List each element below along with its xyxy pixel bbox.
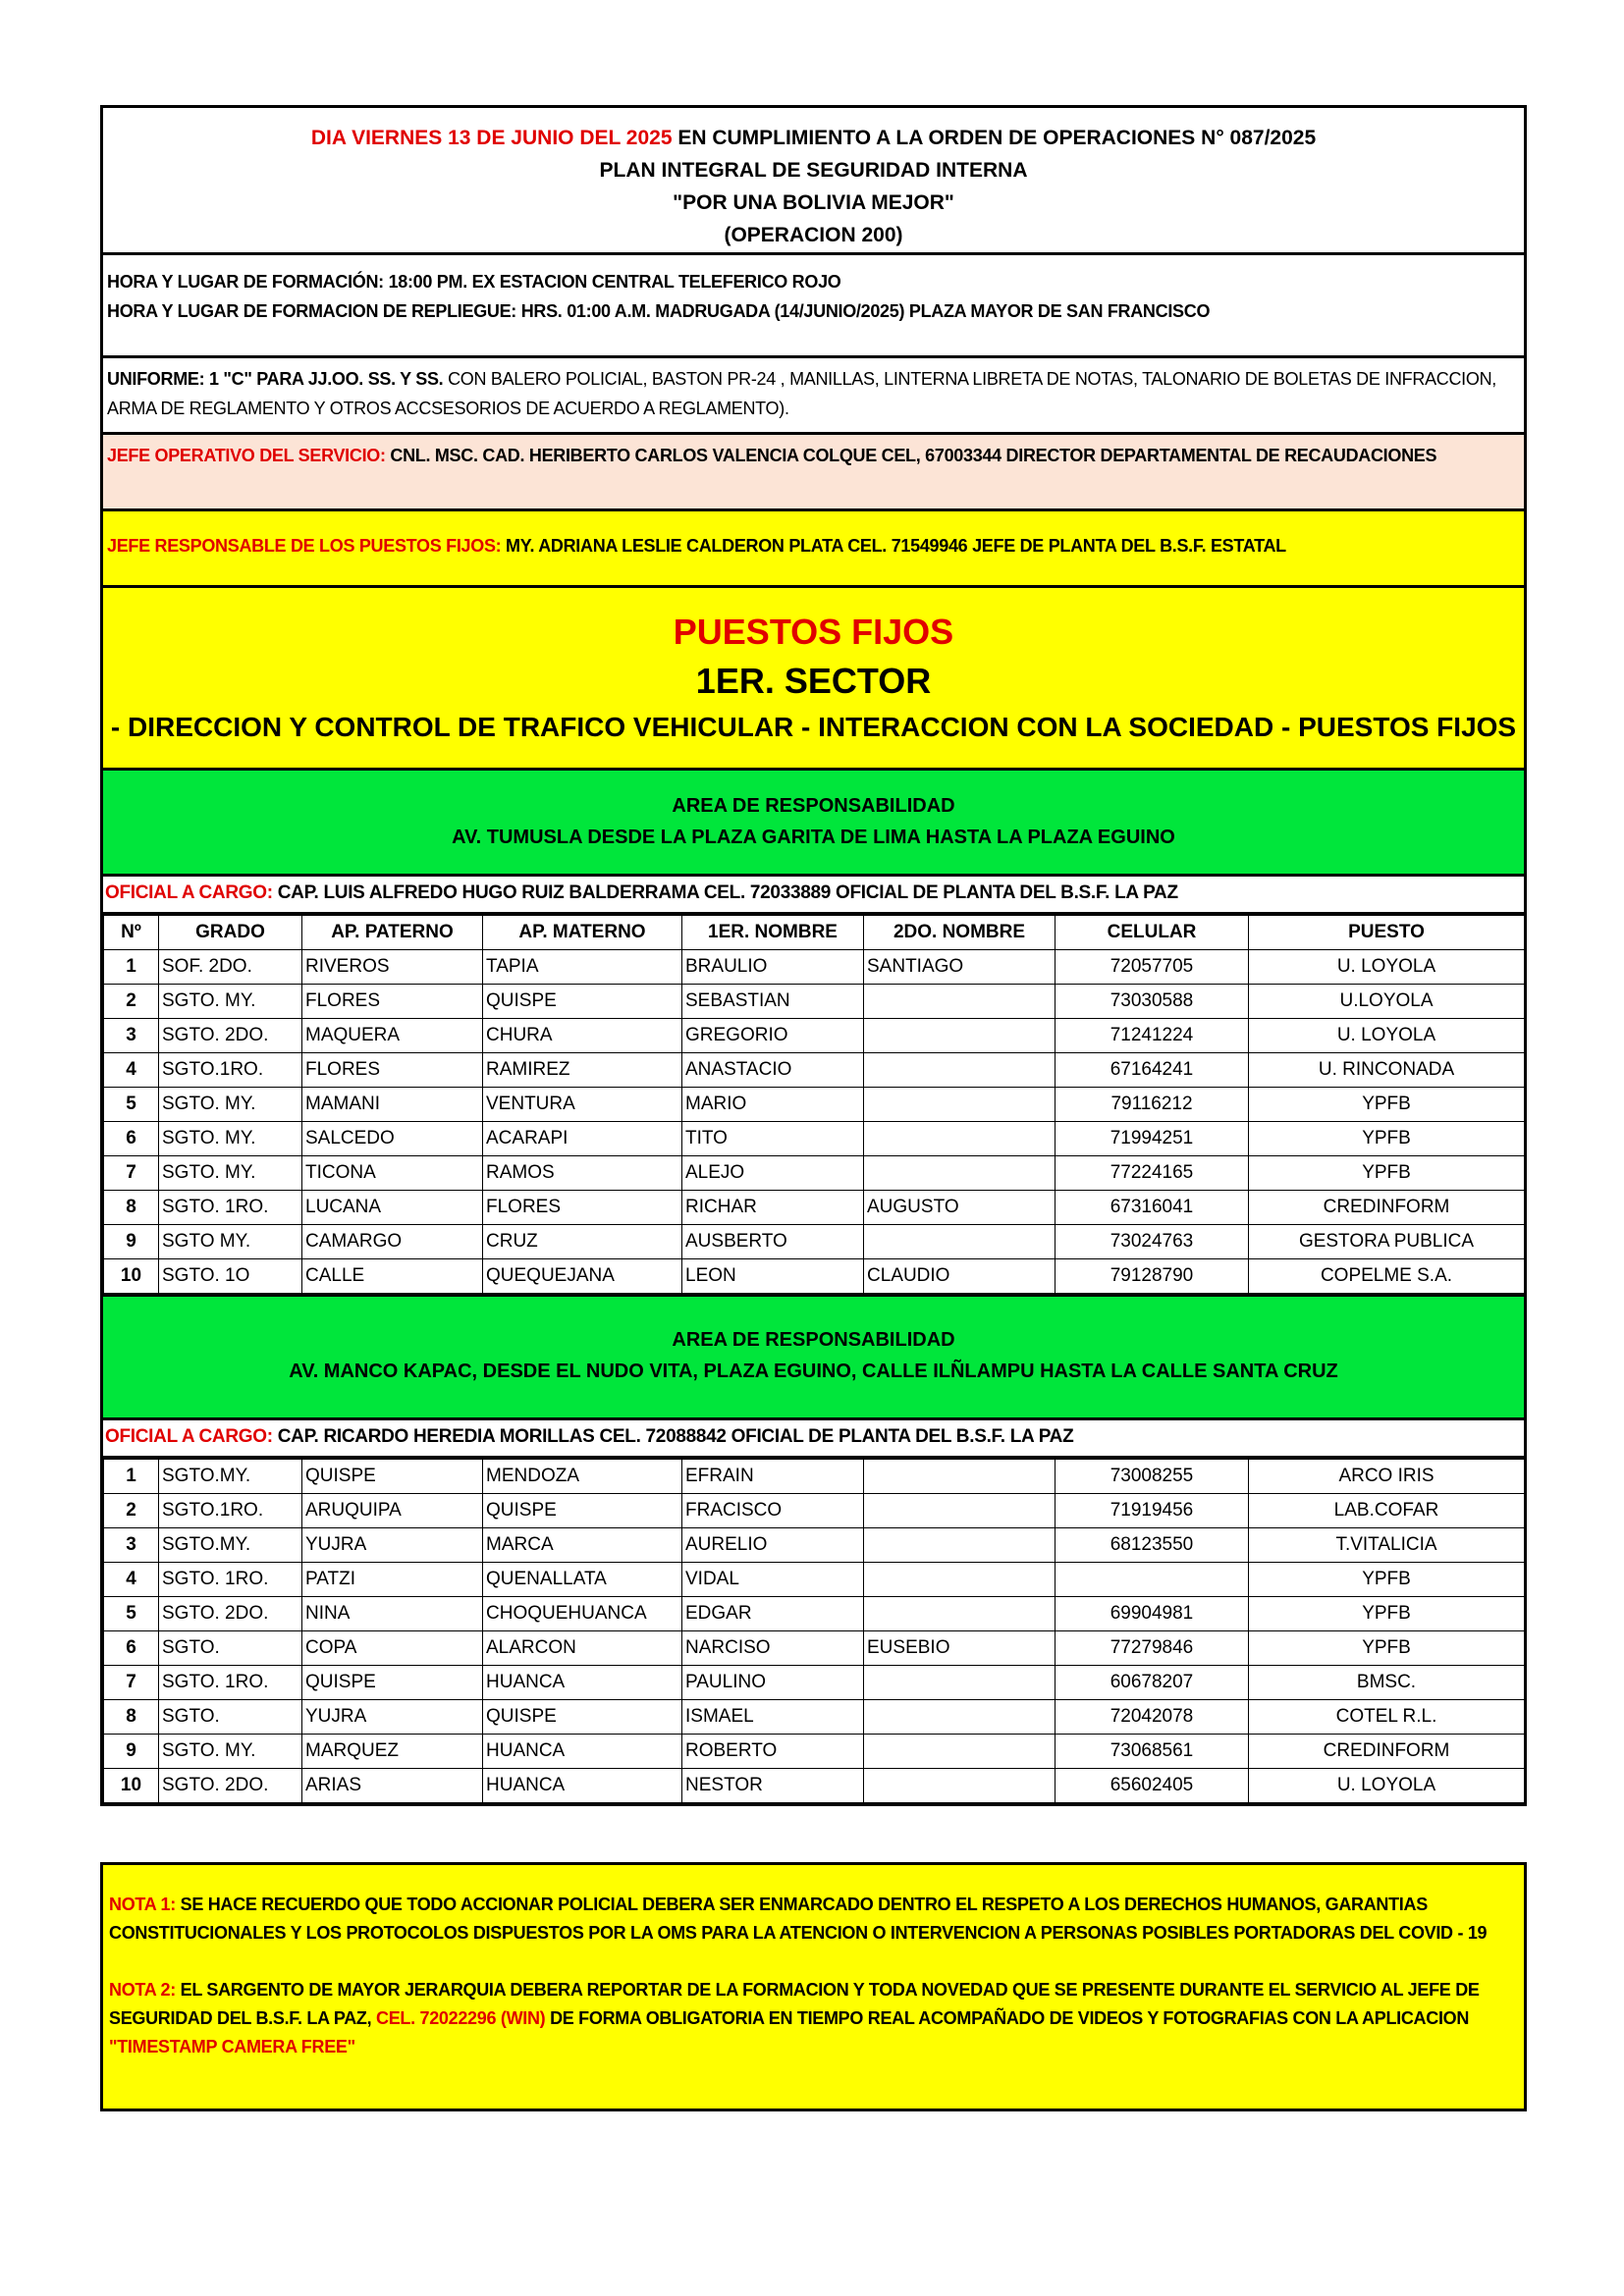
table-cell: 2 bbox=[104, 1494, 159, 1528]
table-cell: SGTO. 2DO. bbox=[159, 1769, 302, 1803]
column-header: Nº bbox=[104, 916, 159, 950]
jefe-operativo-label: JEFE OPERATIVO DEL SERVICIO: bbox=[107, 446, 386, 465]
table-cell bbox=[864, 1735, 1056, 1769]
table-header-row bbox=[104, 916, 1525, 950]
table-cell: 71241224 bbox=[1056, 1019, 1249, 1053]
table-cell: 2 bbox=[104, 985, 159, 1019]
area-2-title: AREA DE RESPONSABILIDAD bbox=[672, 1329, 955, 1351]
table-cell: COTEL R.L. bbox=[1249, 1700, 1525, 1735]
table-cell: MARIO bbox=[682, 1088, 864, 1122]
table-cell: LUCANA bbox=[302, 1191, 483, 1225]
jefe-fijos-text: MY. ADRIANA LESLIE CALDERON PLATA CEL. 71549946 JEFE DE PLANTA DEL B.S.F. ESTATAL bbox=[501, 536, 1286, 556]
table-cell: TITO bbox=[682, 1122, 864, 1156]
table-cell: QUISPE bbox=[302, 1666, 483, 1700]
table-cell: SGTO.MY. bbox=[159, 1528, 302, 1563]
column-header: CELULAR bbox=[1056, 916, 1249, 950]
table-row bbox=[104, 1563, 1525, 1597]
nota-2-app: "TIMESTAMP CAMERA FREE" bbox=[109, 2037, 355, 2056]
table-cell: MARQUEZ bbox=[302, 1735, 483, 1769]
table-cell: RAMOS bbox=[483, 1156, 682, 1191]
column-header: GRADO bbox=[159, 916, 302, 950]
table-cell: 79116212 bbox=[1056, 1088, 1249, 1122]
table-cell: 65602405 bbox=[1056, 1769, 1249, 1803]
table-cell: ANASTACIO bbox=[682, 1053, 864, 1088]
table-row bbox=[104, 1019, 1525, 1053]
table-cell: FLORES bbox=[483, 1191, 682, 1225]
table-row bbox=[104, 985, 1525, 1019]
table-cell: COPELME S.A. bbox=[1249, 1259, 1525, 1294]
table-row bbox=[104, 1700, 1525, 1735]
table-cell: HUANCA bbox=[483, 1666, 682, 1700]
table-cell: SGTO.1RO. bbox=[159, 1053, 302, 1088]
table-cell: ARCO IRIS bbox=[1249, 1460, 1525, 1494]
table-cell: 10 bbox=[104, 1259, 159, 1294]
table-cell: RIVEROS bbox=[302, 950, 483, 985]
area-1-oficial bbox=[100, 877, 1527, 912]
table-row bbox=[104, 1191, 1525, 1225]
area-1-oficial-label: OFICIAL A CARGO: bbox=[105, 882, 273, 903]
table-cell: VIDAL bbox=[682, 1563, 864, 1597]
table-row bbox=[104, 1769, 1525, 1803]
table-row bbox=[104, 1494, 1525, 1528]
formacion-line-1: HORA Y LUGAR DE FORMACIÓN: 18:00 PM. EX ESTACION CENTRAL TELEFERICO ROJO bbox=[107, 272, 841, 292]
table-cell: EDGAR bbox=[682, 1597, 864, 1631]
table-cell: FRACISCO bbox=[682, 1494, 864, 1528]
table-cell: 73024763 bbox=[1056, 1225, 1249, 1259]
table-cell: 77279846 bbox=[1056, 1631, 1249, 1666]
area-2-banner bbox=[100, 1297, 1527, 1420]
column-header: 1ER. NOMBRE bbox=[682, 916, 864, 950]
table-cell: AUGUSTO bbox=[864, 1191, 1056, 1225]
table-cell: GESTORA PUBLICA bbox=[1249, 1225, 1525, 1259]
table-cell: MAQUERA bbox=[302, 1019, 483, 1053]
table-cell: 1 bbox=[104, 950, 159, 985]
area-2-table bbox=[103, 1459, 1525, 1803]
header-line-3: "POR UNA BOLIVIA MEJOR" bbox=[673, 191, 954, 214]
table-cell: EFRAIN bbox=[682, 1460, 864, 1494]
jefe-fijos-label: JEFE RESPONSABLE DE LOS PUESTOS FIJOS: bbox=[107, 536, 502, 556]
nota-2-text-a: EL SARGENTO DE MAYOR JERARQUIA DEBERA REPORTAR DE LA FORMACION Y TODA NOVEDAD QUE SE PRESENTE DURANTE EL SERVICIO AL JEFE DE SEGURIDAD DEL B.S.F. LA PAZ, bbox=[109, 1980, 1480, 2028]
area-1-oficial-text: CAP. LUIS ALFREDO HUGO RUIZ BALDERRAMA CEL. 72033889 OFICIAL DE PLANTA DEL B.S.F. LA PAZ bbox=[272, 882, 1178, 903]
table-cell: SGTO. MY. bbox=[159, 1735, 302, 1769]
nota-2-text-b: DE FORMA OBLIGATORIA EN TIEMPO REAL ACOMPAÑADO DE VIDEOS Y FOTOGRAFIAS CON LA APLICACION bbox=[545, 2008, 1470, 2028]
table-cell: ARIAS bbox=[302, 1769, 483, 1803]
table-cell: ALEJO bbox=[682, 1156, 864, 1191]
table-cell bbox=[864, 1019, 1056, 1053]
puestos-sector: 1ER. SECTOR bbox=[695, 661, 932, 701]
table-cell bbox=[864, 1769, 1056, 1803]
puestos-title: PUESTOS FIJOS bbox=[673, 612, 954, 652]
table-cell: SGTO. bbox=[159, 1700, 302, 1735]
table-cell: SGTO MY. bbox=[159, 1225, 302, 1259]
table-cell: 4 bbox=[104, 1563, 159, 1597]
table-cell: PATZI bbox=[302, 1563, 483, 1597]
table-cell: HUANCA bbox=[483, 1769, 682, 1803]
table-cell: YPFB bbox=[1249, 1088, 1525, 1122]
nota-1 bbox=[109, 1891, 1518, 1948]
puestos-fijos-banner bbox=[100, 588, 1527, 771]
table-cell: SANTIAGO bbox=[864, 950, 1056, 985]
jefe-operativo-text: CNL. MSC. CAD. HERIBERTO CARLOS VALENCIA COLQUE CEL, 67003344 DIRECTOR DEPARTAMENTAL DE RECAUDACIONES bbox=[385, 446, 1437, 465]
header-line-1 bbox=[103, 122, 1524, 154]
table-cell: BMSC. bbox=[1249, 1666, 1525, 1700]
table-cell: CALLE bbox=[302, 1259, 483, 1294]
uniforme-block bbox=[100, 358, 1527, 435]
table-cell: U. LOYOLA bbox=[1249, 1019, 1525, 1053]
table-cell: SGTO.MY. bbox=[159, 1460, 302, 1494]
table-cell: YPFB bbox=[1249, 1631, 1525, 1666]
table-cell: 4 bbox=[104, 1053, 159, 1088]
table-cell: 73068561 bbox=[1056, 1735, 1249, 1769]
header-line-4: (OPERACION 200) bbox=[724, 224, 903, 246]
table-cell: QUISPE bbox=[483, 1494, 682, 1528]
column-header: AP. PATERNO bbox=[302, 916, 483, 950]
table-cell: COPA bbox=[302, 1631, 483, 1666]
table-cell bbox=[864, 1053, 1056, 1088]
table-row bbox=[104, 1735, 1525, 1769]
table-cell: LAB.COFAR bbox=[1249, 1494, 1525, 1528]
table-cell: 5 bbox=[104, 1088, 159, 1122]
nota-1-label: NOTA 1: bbox=[109, 1895, 176, 1914]
table-row bbox=[104, 1053, 1525, 1088]
table-cell: RAMIREZ bbox=[483, 1053, 682, 1088]
table-cell: 6 bbox=[104, 1631, 159, 1666]
table-row bbox=[104, 1156, 1525, 1191]
table-cell bbox=[864, 985, 1056, 1019]
table-cell: SALCEDO bbox=[302, 1122, 483, 1156]
table-cell: U.LOYOLA bbox=[1249, 985, 1525, 1019]
table-cell: 6 bbox=[104, 1122, 159, 1156]
table-cell: 3 bbox=[104, 1528, 159, 1563]
table-cell bbox=[864, 1528, 1056, 1563]
table-cell: YPFB bbox=[1249, 1597, 1525, 1631]
table-cell: NARCISO bbox=[682, 1631, 864, 1666]
table-cell: VENTURA bbox=[483, 1088, 682, 1122]
table-cell: EUSEBIO bbox=[864, 1631, 1056, 1666]
table-cell: ACARAPI bbox=[483, 1122, 682, 1156]
area-1-title: AREA DE RESPONSABILIDAD bbox=[672, 795, 955, 817]
jefe-fijos-block bbox=[100, 511, 1527, 588]
table-cell: NESTOR bbox=[682, 1769, 864, 1803]
table-cell: 9 bbox=[104, 1735, 159, 1769]
table-cell bbox=[864, 1700, 1056, 1735]
area-1-banner bbox=[100, 771, 1527, 877]
nota-2 bbox=[109, 1976, 1518, 2061]
table-cell: 69904981 bbox=[1056, 1597, 1249, 1631]
area-2-oficial-text: CAP. RICARDO HEREDIA MORILLAS CEL. 72088842 OFICIAL DE PLANTA DEL B.S.F. LA PAZ bbox=[272, 1426, 1074, 1447]
table-cell: BRAULIO bbox=[682, 950, 864, 985]
puestos-subtitle: - DIRECCION Y CONTROL DE TRAFICO VEHICULAR - INTERACCION CON LA SOCIEDAD - PUESTOS FIJOS bbox=[110, 712, 1517, 742]
column-header: PUESTO bbox=[1249, 916, 1525, 950]
table-cell: MAMANI bbox=[302, 1088, 483, 1122]
table-cell: 72042078 bbox=[1056, 1700, 1249, 1735]
table-cell: AUSBERTO bbox=[682, 1225, 864, 1259]
table-cell: 67164241 bbox=[1056, 1053, 1249, 1088]
column-header: 2DO. NOMBRE bbox=[864, 916, 1056, 950]
table-cell: CHOQUEHUANCA bbox=[483, 1597, 682, 1631]
nota-1-text: SE HACE RECUERDO QUE TODO ACCIONAR POLICIAL DEBERA SER ENMARCADO DENTRO EL RESPETO A LOS DERECHOS HUMANOS, GARANTIAS CONSTITUCIONALES Y LOS PROTOCOLOS DISPUESTOS POR LA OMS PARA LA ATENCION O INTERVENCION A PERSONAS POSIBLES PORTADORAS DEL COVID - 19 bbox=[109, 1895, 1488, 1943]
table-cell: YUJRA bbox=[302, 1528, 483, 1563]
table-cell: 1 bbox=[104, 1460, 159, 1494]
table-cell bbox=[1056, 1563, 1249, 1597]
table-cell bbox=[864, 1666, 1056, 1700]
table-cell: LEON bbox=[682, 1259, 864, 1294]
table-cell: NINA bbox=[302, 1597, 483, 1631]
table-cell: 79128790 bbox=[1056, 1259, 1249, 1294]
table-row bbox=[104, 1122, 1525, 1156]
table-cell: 60678207 bbox=[1056, 1666, 1249, 1700]
table-cell: U. LOYOLA bbox=[1249, 950, 1525, 985]
document-page bbox=[100, 105, 1527, 1806]
table-cell: HUANCA bbox=[483, 1735, 682, 1769]
table-cell: 5 bbox=[104, 1597, 159, 1631]
nota-2-cel: CEL. 72022296 (WIN) bbox=[376, 2008, 546, 2028]
table-cell bbox=[864, 1494, 1056, 1528]
table-cell: 7 bbox=[104, 1156, 159, 1191]
table-cell: YPFB bbox=[1249, 1563, 1525, 1597]
table-row bbox=[104, 1259, 1525, 1294]
table-cell bbox=[864, 1597, 1056, 1631]
table-cell: TAPIA bbox=[483, 950, 682, 985]
table-row bbox=[104, 1631, 1525, 1666]
table-cell: 72057705 bbox=[1056, 950, 1249, 985]
area-2-desc: AV. MANCO KAPAC, DESDE EL NUDO VITA, PLAZA EGUINO, CALLE ILÑLAMPU HASTA LA CALLE SANTA CRUZ bbox=[289, 1361, 1338, 1382]
table-cell: SGTO. bbox=[159, 1631, 302, 1666]
table-cell: CREDINFORM bbox=[1249, 1735, 1525, 1769]
table-cell: CHURA bbox=[483, 1019, 682, 1053]
table-cell: 8 bbox=[104, 1700, 159, 1735]
table-cell: GREGORIO bbox=[682, 1019, 864, 1053]
table-cell: TICONA bbox=[302, 1156, 483, 1191]
table-cell: 73008255 bbox=[1056, 1460, 1249, 1494]
table-row bbox=[104, 1528, 1525, 1563]
table-cell: U. RINCONADA bbox=[1249, 1053, 1525, 1088]
table-cell bbox=[864, 1088, 1056, 1122]
table-cell: MENDOZA bbox=[483, 1460, 682, 1494]
table-row bbox=[104, 1088, 1525, 1122]
table-cell: SOF. 2DO. bbox=[159, 950, 302, 985]
table-row bbox=[104, 950, 1525, 985]
notas-block bbox=[100, 1862, 1527, 2111]
table-cell: MARCA bbox=[483, 1528, 682, 1563]
table-cell: 7 bbox=[104, 1666, 159, 1700]
column-header: AP. MATERNO bbox=[483, 916, 682, 950]
table-cell: QUISPE bbox=[302, 1460, 483, 1494]
table-cell: SGTO. MY. bbox=[159, 1122, 302, 1156]
table-cell bbox=[864, 1156, 1056, 1191]
table-cell: 73030588 bbox=[1056, 985, 1249, 1019]
formacion-line-2: HORA Y LUGAR DE FORMACION DE REPLIEGUE: HRS. 01:00 A.M. MADRUGADA (14/JUNIO/2025) PLAZA MAYOR DE SAN FRANCISCO bbox=[107, 301, 1211, 321]
table-cell: SGTO. 2DO. bbox=[159, 1019, 302, 1053]
jefe-operativo-block bbox=[100, 435, 1527, 511]
header-order: EN CUMPLIMIENTO A LA ORDEN DE OPERACIONES N° 087/2025 bbox=[672, 127, 1317, 149]
table-cell: QUEQUEJANA bbox=[483, 1259, 682, 1294]
document-header bbox=[100, 105, 1527, 255]
nota-2-label: NOTA 2: bbox=[109, 1980, 176, 2000]
table-cell: ALARCON bbox=[483, 1631, 682, 1666]
table-cell: SGTO. MY. bbox=[159, 985, 302, 1019]
table-cell: SGTO. 1RO. bbox=[159, 1666, 302, 1700]
table-cell: SGTO. 1RO. bbox=[159, 1563, 302, 1597]
table-cell: 71994251 bbox=[1056, 1122, 1249, 1156]
header-line-2: PLAN INTEGRAL DE SEGURIDAD INTERNA bbox=[599, 159, 1028, 182]
table-cell: YPFB bbox=[1249, 1122, 1525, 1156]
table-cell: 9 bbox=[104, 1225, 159, 1259]
table-cell: SEBASTIAN bbox=[682, 985, 864, 1019]
table-cell: 77224165 bbox=[1056, 1156, 1249, 1191]
table-cell: YPFB bbox=[1249, 1156, 1525, 1191]
table-cell: SGTO. 1O bbox=[159, 1259, 302, 1294]
table-cell: SGTO. MY. bbox=[159, 1088, 302, 1122]
table-cell: QUISPE bbox=[483, 985, 682, 1019]
table-cell: SGTO. MY. bbox=[159, 1156, 302, 1191]
table-cell: QUENALLATA bbox=[483, 1563, 682, 1597]
table-cell: AURELIO bbox=[682, 1528, 864, 1563]
table-cell: YUJRA bbox=[302, 1700, 483, 1735]
table-cell: ROBERTO bbox=[682, 1735, 864, 1769]
table-cell: ISMAEL bbox=[682, 1700, 864, 1735]
table-cell: CLAUDIO bbox=[864, 1259, 1056, 1294]
area-1-table bbox=[103, 915, 1525, 1294]
table-cell: 68123550 bbox=[1056, 1528, 1249, 1563]
table-cell: FLORES bbox=[302, 1053, 483, 1088]
uniforme-label: UNIFORME: 1 "C" PARA JJ.OO. SS. Y SS. bbox=[107, 369, 444, 389]
table-cell: U. LOYOLA bbox=[1249, 1769, 1525, 1803]
header-date: DIA VIERNES 13 DE JUNIO DEL 2025 bbox=[310, 127, 673, 149]
table-cell: 8 bbox=[104, 1191, 159, 1225]
table-cell: CREDINFORM bbox=[1249, 1191, 1525, 1225]
table-cell: QUISPE bbox=[483, 1700, 682, 1735]
table-cell: PAULINO bbox=[682, 1666, 864, 1700]
table-row bbox=[104, 1225, 1525, 1259]
table-cell: SGTO. 2DO. bbox=[159, 1597, 302, 1631]
table-cell bbox=[864, 1563, 1056, 1597]
table-cell bbox=[864, 1225, 1056, 1259]
table-cell: 3 bbox=[104, 1019, 159, 1053]
table-row bbox=[104, 1666, 1525, 1700]
table-row bbox=[104, 1460, 1525, 1494]
area-2-table-wrap bbox=[100, 1456, 1527, 1806]
table-cell: 67316041 bbox=[1056, 1191, 1249, 1225]
area-2-oficial-label: OFICIAL A CARGO: bbox=[105, 1426, 273, 1447]
table-cell: ARUQUIPA bbox=[302, 1494, 483, 1528]
uniforme-text: CON BALERO POLICIAL, BASTON PR-24 , MANILLAS, LINTERNA LIBRETA DE NOTAS, TALONARIO DE BOLETAS DE INFRACCION, ARMA DE REGLAMENTO Y OTROS ACCSESORIOS DE ACUERDO A REGLAMENTO). bbox=[107, 369, 1496, 418]
formacion-block bbox=[100, 255, 1527, 358]
area-1-desc: AV. TUMUSLA DESDE LA PLAZA GARITA DE LIMA HASTA LA PLAZA EGUINO bbox=[452, 827, 1175, 848]
table-cell: 10 bbox=[104, 1769, 159, 1803]
table-cell: SGTO.1RO. bbox=[159, 1494, 302, 1528]
table-row bbox=[104, 1597, 1525, 1631]
table-cell: SGTO. 1RO. bbox=[159, 1191, 302, 1225]
table-cell bbox=[864, 1460, 1056, 1494]
area-1-table-wrap bbox=[100, 912, 1527, 1297]
table-cell: CRUZ bbox=[483, 1225, 682, 1259]
table-cell: FLORES bbox=[302, 985, 483, 1019]
table-cell: 71919456 bbox=[1056, 1494, 1249, 1528]
table-cell: RICHAR bbox=[682, 1191, 864, 1225]
table-cell: T.VITALICIA bbox=[1249, 1528, 1525, 1563]
area-2-oficial bbox=[100, 1420, 1527, 1456]
table-cell: CAMARGO bbox=[302, 1225, 483, 1259]
table-cell bbox=[864, 1122, 1056, 1156]
